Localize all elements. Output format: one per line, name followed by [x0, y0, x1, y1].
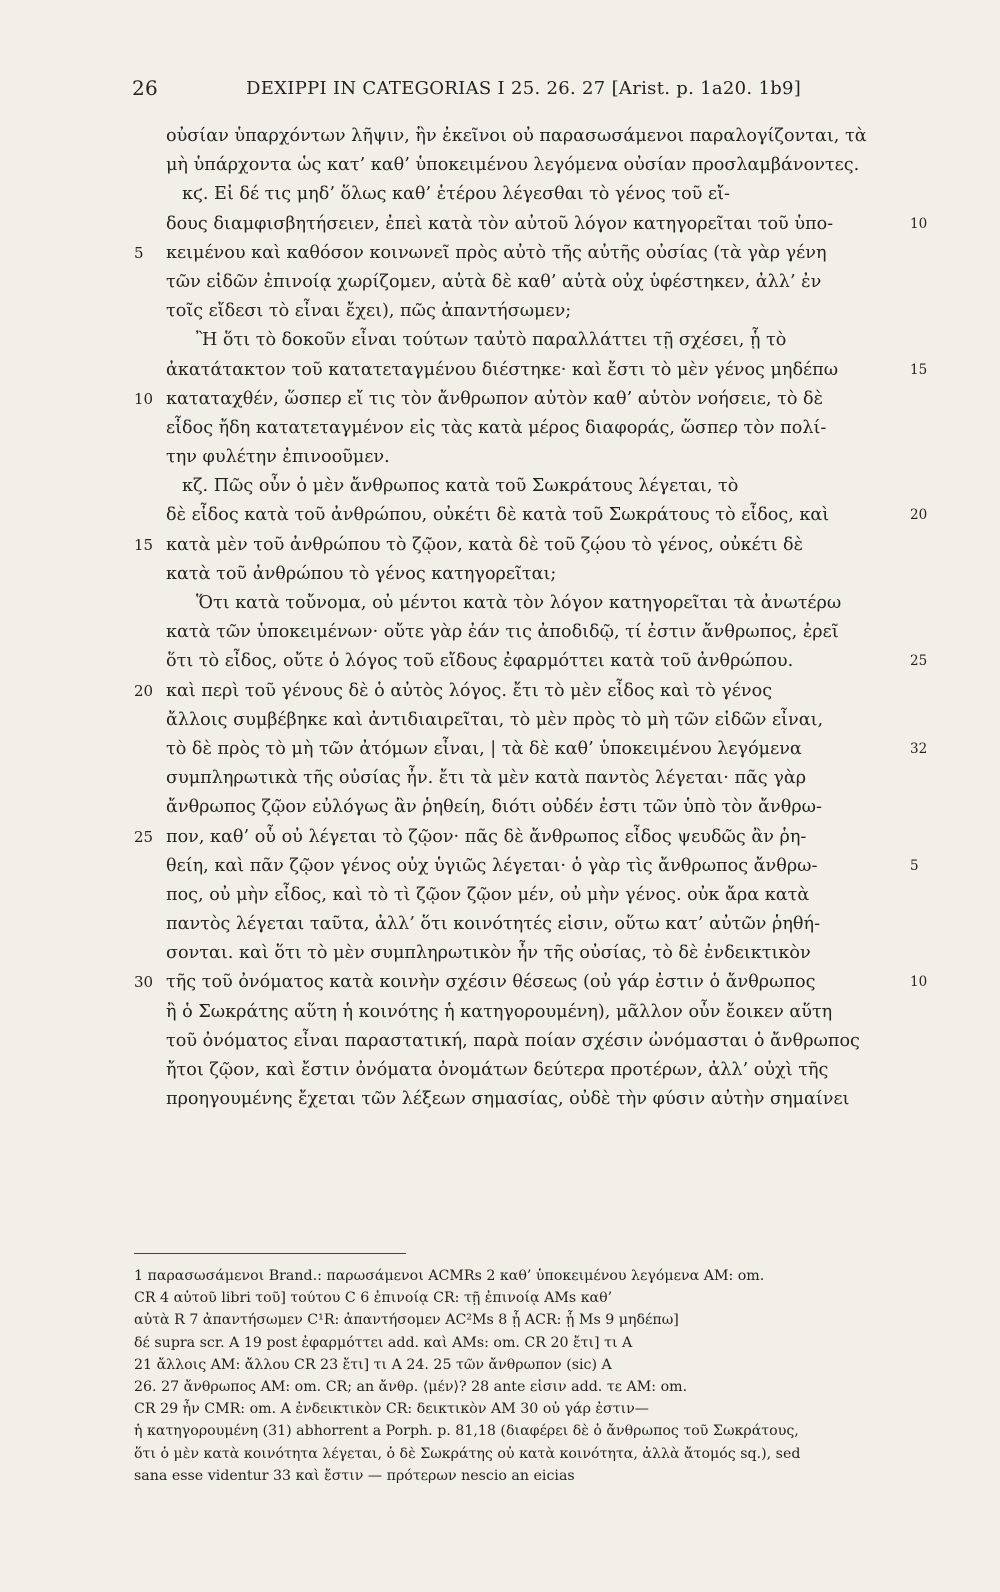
line-text: τοῖς εἴδεσι τὸ εἶναι ἔχει), πῶς ἀπαντήσωμεν; — [166, 301, 572, 322]
line-number-right: 10 — [910, 974, 928, 991]
footnote-text: ἡ κατηγορουμένη (31) abhorrent a Porph. p. 81,18 (διαφέρει δὲ ὁ ἄνθρωπος τοῦ Σωκράτους, — [134, 1423, 799, 1440]
text-line — [0, 151, 1000, 180]
line-number-right: 15 — [910, 361, 928, 378]
line-text: δους διαμφισβητήσειεν, ἐπεὶ κατὰ τὸν αὐτοῦ λόγον κατηγορεῖται τοῦ ὑπο- — [166, 213, 834, 234]
line-number-right: 5 — [910, 857, 919, 874]
text-line — [0, 472, 1000, 501]
text-line — [0, 385, 1000, 414]
line-text: πον, καθ’ οὗ οὐ λέγεται τὸ ζῷον· πᾶς δὲ ἄνθρωπος εἶδος ψευδῶς ἂν ῥη- — [166, 826, 807, 847]
footnote-line — [0, 1332, 1000, 1354]
text-line — [0, 180, 1000, 209]
line-text: κατὰ μὲν τοῦ ἀνθρώπου τὸ ζῷον, κατὰ δὲ τοῦ ζῴου τὸ γένος, οὐκέτι δὲ — [166, 534, 804, 555]
line-number-right: 10 — [910, 215, 928, 232]
text-line — [0, 910, 1000, 939]
footnote-text: 1 παρασωσάμενοι Brand.: παρωσάμενοι ACMRs 2 καθ’ ὑποκειμένου λεγόμενα AM: om. — [134, 1268, 765, 1284]
text-line — [0, 531, 1000, 560]
line-text: τὸ δὲ πρὸς τὸ μὴ τῶν ἀτόμων εἶναι, | τὰ δὲ καθ’ ὑποκειμένου λεγόμενα — [166, 738, 802, 759]
text-line — [0, 326, 1000, 355]
footnote-text: ὅτι ὁ μὲν κατὰ κοινότητα λέγεται, ὁ δὲ Σωκράτης οὐ κατὰ κοινότητα, ἀλλὰ ἄτομός sq.), sed — [134, 1445, 801, 1462]
text-line — [0, 239, 1000, 268]
footnote-text: sana esse videntur 33 καὶ ἔστιν — πρότερων nescio an eicias — [134, 1467, 575, 1484]
text-line — [0, 443, 1000, 472]
text-line — [0, 1027, 1000, 1056]
critical-apparatus — [0, 1265, 1000, 1487]
line-text: δὲ εἶδος κατὰ τοῦ ἀνθρώπου, οὐκέτι δὲ κατὰ τοῦ Σωκράτους τὸ εἶδος, καὶ — [166, 505, 830, 526]
footnote-line — [0, 1465, 1000, 1487]
line-text: συμπληρωτικὰ τῆς οὐσίας ἦν. ἔτι τὰ μὲν κατὰ παντὸς λέγεται· πᾶς γὰρ — [166, 768, 807, 789]
text-line — [0, 735, 1000, 764]
footnote-line — [0, 1420, 1000, 1442]
line-text: προηγουμένης ἔχεται τῶν λέξεων σημασίας, οὐδὲ τὴν φύσιν αὐτὴν σημαίνει — [166, 1089, 850, 1110]
footnote-line — [0, 1265, 1000, 1287]
line-text: σονται. καὶ ὅτι τὸ μὲν συμπληρωτικὸν ἦν τῆς οὐσίας, τὸ δὲ ἐνδεικτικὸν — [166, 943, 811, 964]
footnote-text: CR 4 αὐτοῦ libri τοῦ] τούτου C 6 ἐπινοίᾳ CR: τῇ ἐπινοίᾳ AMs καθ’ — [134, 1290, 613, 1307]
text-line — [0, 210, 1000, 239]
page-number: 26 — [132, 76, 159, 100]
text-line — [0, 939, 1000, 968]
text-line — [0, 501, 1000, 530]
text-line — [0, 852, 1000, 881]
footnote-line — [0, 1443, 1000, 1465]
line-text: πος, οὐ μὴν εἶδος, καὶ τὸ τὶ ζῷον ζῷον μέν, οὐ μὴν γένος. οὐκ ἄρα κατὰ — [166, 884, 810, 905]
line-text: μὴ ὑπάρχοντα ὡς κατ’ καθ’ ὑποκειμένου λεγόμενα οὐσίαν προσλαμβάνοντες. — [166, 155, 860, 176]
line-text: την φυλέτην ἐπινοοῦμεν. — [166, 447, 390, 468]
text-line — [0, 356, 1000, 385]
text-line — [0, 677, 1000, 706]
text-line — [0, 560, 1000, 589]
line-text: κατὰ τοῦ ἀνθρώπου τὸ γένος κατηγορεῖται; — [166, 563, 557, 584]
text-line — [0, 268, 1000, 297]
line-text: κϛ. Εἰ δέ τις μηδ’ ὅλως καθ’ ἑτέρου λέγεσθαι τὸ γένος τοῦ εἴ- — [182, 184, 730, 205]
text-line — [0, 122, 1000, 151]
footnote-text: δέ supra scr. A 19 post ἐφαρμόττει add. καὶ AMs: om. CR 20 ἔτι] τι A — [134, 1334, 633, 1351]
line-text: Ἢ ὅτι τὸ δοκοῦν εἶναι τούτων ταὐτὸ παραλλάττει τῇ σχέσει, ᾗ τὸ — [196, 330, 787, 351]
text-line — [0, 793, 1000, 822]
line-number-left: 20 — [134, 681, 154, 700]
footnote-text: 21 ἄλλοις AM: ἄλλου CR 23 ἔτι] τι A 24. 25 τῶν ἄνθρωπον (sic) A — [134, 1356, 612, 1373]
line-text: τοῦ ὀνόματος εἶναι παραστατική, παρὰ ποίαν σχέσιν ὠνόμασται ὁ ἄνθρωπος — [166, 1030, 860, 1051]
line-number-left: 15 — [134, 535, 154, 554]
text-line — [0, 1085, 1000, 1114]
text-line — [0, 297, 1000, 326]
footnote-text: 26. 27 ἄνθρωπος AM: om. CR; an ἄνθρ. ⟨μέν⟩? 28 ante εἰσιν add. τε AM: om. — [134, 1378, 688, 1395]
footnote-text: CR 29 ἦν CMR: om. A ἐνδεικτικὸν CR: δεικτικὸν AM 30 οὐ γάρ ἐστιν— — [134, 1401, 649, 1418]
footnote-line — [0, 1309, 1000, 1331]
line-number-right: 25 — [910, 653, 928, 670]
line-text: ὅτι τὸ εἶδος, οὔτε ὁ λόγος τοῦ εἴδους ἐφαρμόττει κατὰ τοῦ ἀνθρώπου. — [166, 651, 794, 672]
line-number-left: 30 — [134, 973, 154, 992]
line-text: κζ. Πῶς οὖν ὁ μὲν ἄνθρωπος κατὰ τοῦ Σωκράτους λέγεται, τὸ — [182, 476, 739, 497]
line-number-left: 25 — [134, 827, 154, 846]
text-line — [0, 706, 1000, 735]
running-title: DEXIPPI IN CATEGORIAS I 25. 26. 27 [Arist. p. 1a20. 1b9] — [246, 78, 802, 99]
line-text: οὐσίαν ὑπαρχόντων λῆψιν, ἣν ἐκεῖνοι οὐ παρασωσάμενοι παραλογίζονται, τὰ — [166, 126, 867, 146]
line-text: ἢ ὁ Σωκράτης αὕτη ἡ κοινότης ἡ κατηγορουμένη), μᾶλλον οὖν ἔοικεν αὕτη — [166, 1001, 833, 1022]
text-line — [0, 881, 1000, 910]
line-number-left: 10 — [134, 389, 154, 408]
text-line — [0, 618, 1000, 647]
line-text: παντὸς λέγεται ταῦτα, ἀλλ’ ὅτι κοινότητές εἰσιν, οὕτω κατ’ αὐτῶν ῥηθή- — [166, 914, 821, 935]
line-text: θείη, καὶ πᾶν ζῷον γένος οὐχ ὑγιῶς λέγεται· ὁ γὰρ τὶς ἄνθρωπος ἄνθρω- — [166, 855, 818, 876]
line-text: ἄνθρωπος ζῷον εὐλόγως ἂν ῥηθείη, διότι οὐδέν ἐστι τῶν ὑπὸ τὸν ἄνθρω- — [166, 797, 822, 818]
line-number-right: 20 — [910, 507, 928, 524]
footnote-line — [0, 1398, 1000, 1420]
line-text: κατὰ τῶν ὑποκειμένων· οὔτε γὰρ ἐάν τις ἀποδιδῷ, τί ἐστιν ἄνθρωπος, ἐρεῖ — [166, 622, 839, 643]
line-text: τῆς τοῦ ὀνόματος κατὰ κοινὴν σχέσιν θέσεως (οὐ γάρ ἐστιν ὁ ἄνθρωπος — [166, 972, 816, 993]
line-number-left: 5 — [134, 243, 144, 262]
line-text: ἄλλοις συμβέβηκε καὶ ἀντιδιαιρεῖται, τὸ μὲν πρὸς τὸ μὴ τῶν εἰδῶν εἶναι, — [166, 709, 824, 730]
footnote-rule — [134, 1253, 406, 1254]
line-text: καὶ περὶ τοῦ γένους δὲ ὁ αὐτὸς λόγος. ἔτι τὸ μὲν εἶδος καὶ τὸ γένος — [166, 680, 773, 701]
line-text: καταταχθέν, ὥσπερ εἴ τις τὸν ἄνθρωπον αὐτὸν καθ’ αὑτὸν νοήσειε, τὸ δὲ — [166, 388, 824, 409]
text-line — [0, 647, 1000, 676]
running-header — [132, 76, 902, 106]
line-text: Ὅτι κατὰ τοὔνομα, οὐ μέντοι κατὰ τὸν λόγον κατηγορεῖται τὰ ἀνωτέρω — [196, 593, 842, 613]
text-line — [0, 823, 1000, 852]
line-number-right: 32 — [910, 740, 928, 757]
footnote-line — [0, 1376, 1000, 1398]
line-text: ἀκατάτακτον τοῦ κατατεταγμένου διέστηκε· καὶ ἔστι τὸ μὲν γένος μηδέπω — [166, 359, 839, 380]
line-text: τῶν εἰδῶν ἐπινοίᾳ χωρίζομεν, αὐτὰ δὲ καθ’ αὐτὰ οὐχ ὑφέστηκεν, ἀλλ’ ἐν — [166, 271, 822, 292]
footnote-text: αὐτὰ R 7 ἀπαντήσωμεν C¹R: ἀπαντήσομεν AC²Ms 8 ᾗ ACR: ᾗ Ms 9 μηδέπω] — [134, 1312, 679, 1329]
main-text — [0, 122, 1000, 1114]
text-line — [0, 998, 1000, 1027]
text-line — [0, 1056, 1000, 1085]
text-line — [0, 764, 1000, 793]
footnote-line — [0, 1287, 1000, 1309]
line-text: ἤτοι ζῷον, καὶ ἔστιν ὀνόματα ὀνομάτων δεύτερα προτέρων, ἀλλ’ οὐχὶ τῆς — [166, 1060, 829, 1080]
text-line — [0, 968, 1000, 997]
text-line — [0, 589, 1000, 618]
footnote-line — [0, 1354, 1000, 1376]
line-text: εἶδος ἤδη κατατεταγμένον εἰς τὰς κατὰ μέρος διαφοράς, ὥσπερ τὸν πολί- — [166, 417, 827, 438]
line-text: κειμένου καὶ καθόσον κοινωνεῖ πρὸς αὐτὸ τῆς αὐτῆς οὐσίας (τὰ γὰρ γένη — [166, 242, 827, 263]
text-line — [0, 414, 1000, 443]
